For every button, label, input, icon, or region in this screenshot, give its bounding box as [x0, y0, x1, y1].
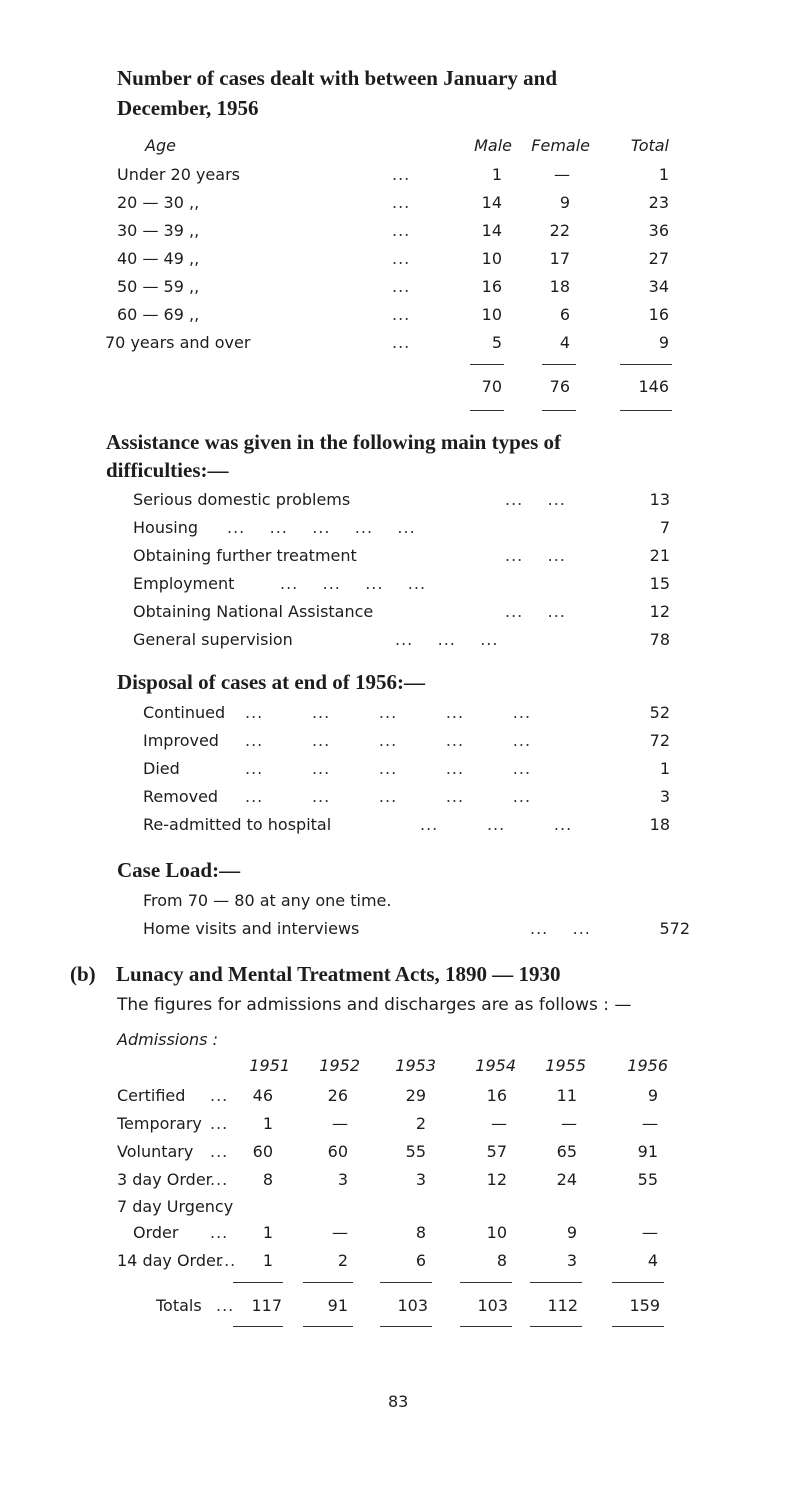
leader-dots: ...: [210, 1086, 229, 1105]
age-label: 40 — 49 ,,: [117, 249, 200, 268]
admission-value: 1: [262, 1251, 273, 1270]
leader-dots: ... ...: [505, 546, 566, 565]
male-value: 16: [481, 277, 502, 296]
year-header: 1955: [545, 1056, 586, 1075]
admission-total: 112: [547, 1296, 578, 1315]
disposal-value: 1: [659, 759, 670, 778]
total-value: 1: [658, 165, 669, 184]
rule: [233, 1326, 283, 1327]
admission-value: 26: [327, 1086, 348, 1105]
disposal-label: Died: [143, 759, 180, 778]
leader-dots: ... ... ... ...: [280, 574, 427, 593]
admission-value: 24: [556, 1170, 577, 1189]
male-value: 14: [481, 221, 502, 240]
age-heading-line1: Number of cases dealt with between January and: [117, 66, 558, 90]
leader-dots: ... ...: [505, 490, 566, 509]
rule: [303, 1282, 353, 1283]
admission-total: 103: [397, 1296, 428, 1315]
disposal-value: 52: [649, 703, 670, 722]
leader-dots: ...: [216, 1296, 235, 1315]
assistance-label: Serious domestic problems: [133, 490, 351, 509]
male-total: 70: [481, 377, 502, 396]
year-header: 1952: [319, 1056, 360, 1075]
rule: [542, 364, 576, 365]
female-value: —: [554, 165, 570, 184]
assistance-label: Employment: [133, 574, 235, 593]
assistance-value: 21: [649, 546, 670, 565]
leader-dots: ...: [210, 1170, 229, 1189]
lunacy-intro: The figures for admissions and discharges are as follows : —: [117, 995, 632, 1015]
rule: [233, 1282, 283, 1283]
admission-value: 3: [415, 1170, 426, 1189]
admission-value: 29: [405, 1086, 426, 1105]
col-header-male: Male: [474, 136, 512, 155]
admission-total: 91: [327, 1296, 348, 1315]
leader-dots: ...: [210, 1223, 229, 1242]
admission-value: 16: [486, 1086, 507, 1105]
admission-value: 11: [556, 1086, 577, 1105]
admission-value: —: [491, 1114, 507, 1133]
admission-label: 7 day Urgency: [117, 1197, 234, 1216]
assistance-heading-line1: Assistance was given in the following main types of: [106, 430, 562, 454]
admission-value: —: [561, 1114, 577, 1133]
rule: [460, 1282, 512, 1283]
leader-dots: ... ...: [530, 919, 591, 938]
leader-dots: ... ...: [505, 602, 566, 621]
admission-value: 1: [262, 1114, 273, 1133]
admission-value: 57: [486, 1142, 507, 1161]
female-value: 22: [549, 221, 570, 240]
rule: [612, 1282, 664, 1283]
leader-dots: ... ... ...: [395, 630, 499, 649]
age-heading-line2: December, 1956: [117, 96, 259, 120]
female-value: 6: [559, 305, 570, 324]
assistance-label: Obtaining National Assistance: [133, 602, 374, 621]
total-value: 27: [648, 249, 669, 268]
leader-dots: ...: [392, 333, 411, 352]
rule: [620, 410, 672, 411]
disposal-value: 3: [659, 787, 670, 806]
assistance-heading-line2: difficulties:—: [106, 458, 229, 482]
admission-value: 10: [486, 1223, 507, 1242]
year-header: 1951: [249, 1056, 290, 1075]
admission-value: 9: [566, 1223, 577, 1242]
admission-value: 60: [327, 1142, 348, 1161]
admission-value: 8: [496, 1251, 507, 1270]
admission-value: 60: [252, 1142, 273, 1161]
total-value: 9: [658, 333, 669, 352]
leader-dots: ... ... ... ... ...: [245, 759, 532, 778]
admission-total: 117: [251, 1296, 282, 1315]
leader-dots: ... ... ... ... ...: [245, 787, 532, 806]
age-label: 70 years and over: [105, 333, 251, 352]
assistance-label: Obtaining further treatment: [133, 546, 357, 565]
age-label: 50 — 59 ,,: [117, 277, 200, 296]
admission-value: 1: [262, 1223, 273, 1242]
leader-dots: ... ... ... ... ...: [227, 518, 416, 537]
male-value: 5: [491, 333, 502, 352]
disposal-value: 18: [649, 815, 670, 834]
leader-dots: ...: [392, 277, 411, 296]
year-header: 1956: [627, 1056, 668, 1075]
total-value: 36: [648, 221, 669, 240]
leader-dots: ...: [392, 221, 411, 240]
rule: [380, 1282, 432, 1283]
rule: [470, 410, 504, 411]
male-value: 14: [481, 193, 502, 212]
assistance-value: 13: [649, 490, 670, 509]
female-total: 76: [549, 377, 570, 396]
rule: [470, 364, 504, 365]
admission-label: Temporary: [117, 1114, 202, 1133]
leader-dots: ...: [210, 1114, 229, 1133]
admission-value: 55: [637, 1170, 658, 1189]
rule: [542, 410, 576, 411]
admission-label-continued: Order: [133, 1223, 179, 1242]
admission-value: 2: [337, 1251, 348, 1270]
assistance-label: General supervision: [133, 630, 293, 649]
female-value: 17: [549, 249, 570, 268]
leader-dots: ... ... ... ... ...: [245, 731, 532, 750]
caseload-visits-value: 572: [659, 919, 690, 938]
assistance-value: 15: [649, 574, 670, 593]
leader-dots: ...: [392, 249, 411, 268]
leader-dots: ...: [218, 1251, 237, 1270]
grand-total: 146: [638, 377, 669, 396]
disposal-label: Re-admitted to hospital: [143, 815, 332, 834]
leader-dots: ...: [392, 305, 411, 324]
total-value: 34: [648, 277, 669, 296]
admission-value: —: [642, 1114, 658, 1133]
col-header-female: Female: [531, 136, 590, 155]
male-value: 10: [481, 305, 502, 324]
admission-label: 3 day Order: [117, 1170, 213, 1189]
disposal-label: Removed: [143, 787, 219, 806]
admission-label: Certified: [117, 1086, 186, 1105]
rule: [380, 1326, 432, 1327]
admission-value: 9: [647, 1086, 658, 1105]
assistance-value: 78: [649, 630, 670, 649]
leader-dots: ... ... ...: [420, 815, 573, 834]
admission-value: —: [332, 1223, 348, 1242]
leader-dots: ...: [210, 1142, 229, 1161]
male-value: 1: [491, 165, 502, 184]
rule: [303, 1326, 353, 1327]
age-label: 60 — 69 ,,: [117, 305, 200, 324]
rule: [530, 1282, 582, 1283]
admission-total: 103: [477, 1296, 508, 1315]
year-header: 1953: [395, 1056, 436, 1075]
caseload-range: From 70 — 80 at any one time.: [143, 891, 392, 910]
leader-dots: ... ... ... ... ...: [245, 703, 532, 722]
admission-label: 14 day Order: [117, 1251, 223, 1270]
female-value: 4: [559, 333, 570, 352]
assistance-value: 7: [659, 518, 670, 537]
rule: [530, 1326, 582, 1327]
disposal-heading: Disposal of cases at end of 1956:—: [117, 670, 425, 694]
leader-dots: ...: [392, 165, 411, 184]
disposal-value: 72: [649, 731, 670, 750]
male-value: 10: [481, 249, 502, 268]
admissions-subheading: Admissions :: [117, 1030, 218, 1049]
age-label: 20 — 30 ,,: [117, 193, 200, 212]
admission-total: 159: [629, 1296, 660, 1315]
admission-value: 12: [486, 1170, 507, 1189]
disposal-label: Continued: [143, 703, 226, 722]
age-label: 30 — 39 ,,: [117, 221, 200, 240]
admission-value: 65: [556, 1142, 577, 1161]
rule: [620, 364, 672, 365]
caseload-visits-label: Home visits and interviews: [143, 919, 360, 938]
totals-label: Totals: [156, 1296, 202, 1315]
rule: [612, 1326, 664, 1327]
admission-label: Voluntary: [117, 1142, 194, 1161]
admission-value: 8: [415, 1223, 426, 1242]
admission-value: 3: [337, 1170, 348, 1189]
female-value: 18: [549, 277, 570, 296]
year-header: 1954: [475, 1056, 516, 1075]
rule: [460, 1326, 512, 1327]
leader-dots: ...: [392, 193, 411, 212]
female-value: 9: [559, 193, 570, 212]
admission-value: 55: [405, 1142, 426, 1161]
section-marker: (b): [70, 962, 96, 986]
col-header-total: Total: [630, 136, 669, 155]
admission-value: 4: [647, 1251, 658, 1270]
admission-value: —: [332, 1114, 348, 1133]
page-number: 83: [388, 1392, 409, 1411]
total-value: 16: [648, 305, 669, 324]
caseload-heading: Case Load:—: [117, 858, 241, 882]
admission-value: 91: [637, 1142, 658, 1161]
admission-value: —: [642, 1223, 658, 1242]
total-value: 23: [648, 193, 669, 212]
lunacy-heading: Lunacy and Mental Treatment Acts, 1890 — 1930: [116, 962, 561, 986]
admission-value: 3: [566, 1251, 577, 1270]
admission-value: 6: [415, 1251, 426, 1270]
admission-value: 46: [252, 1086, 273, 1105]
assistance-value: 12: [649, 602, 670, 621]
age-label: Under 20 years: [117, 165, 240, 184]
col-header-age: Age: [145, 136, 176, 155]
admission-value: 8: [262, 1170, 273, 1189]
disposal-label: Improved: [143, 731, 219, 750]
admission-value: 2: [415, 1114, 426, 1133]
assistance-label: Housing: [133, 518, 199, 537]
